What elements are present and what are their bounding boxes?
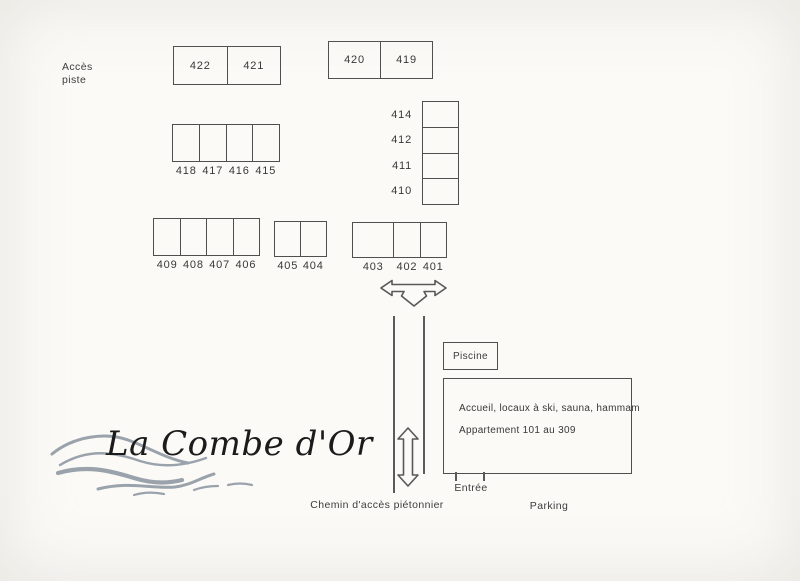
building-422-421 — [173, 46, 281, 85]
entrance-tick-left — [455, 472, 457, 481]
three-way-arrow-icon — [378, 276, 450, 308]
unit-cell-408 — [181, 219, 208, 255]
unit-number: 411 — [392, 159, 412, 172]
building-services-label: Accueil, locaux à ski, sauna, hammam — [459, 403, 640, 414]
unit-cell-409 — [154, 219, 181, 255]
unit-cell-417 — [200, 125, 227, 161]
unit-number: 415 — [255, 165, 277, 177]
entrance-tick-right — [483, 472, 485, 481]
unit-cell-412 — [423, 128, 458, 154]
acces-piste-label — [62, 61, 93, 87]
unit-number: 403 — [362, 261, 384, 273]
unit-cell-411 — [423, 154, 458, 180]
unit-number: 418 — [175, 165, 197, 177]
unit-number: 407 — [209, 259, 231, 271]
unit-number: 421 — [243, 59, 265, 72]
unit-cell-407 — [207, 219, 234, 255]
building-418-415 — [172, 124, 280, 177]
path-line-left — [393, 316, 395, 493]
unit-cell-404 — [301, 222, 326, 256]
two-way-arrow-icon — [397, 427, 419, 487]
building-405-404 — [274, 221, 327, 272]
unit-number: 412 — [391, 134, 412, 147]
unit-number: 408 — [182, 259, 204, 271]
unit-cell-401 — [421, 223, 446, 257]
unit-cell-406 — [234, 219, 260, 255]
piscine-box — [443, 342, 498, 370]
unit-cell-403 — [353, 223, 394, 257]
logo-title: La Combe d'Or — [106, 424, 373, 464]
unit-number: 419 — [396, 54, 417, 66]
building-414-410 — [391, 101, 459, 205]
unit-cell-402 — [394, 223, 421, 257]
unit-cell-419 — [381, 42, 432, 78]
unit-cell-405 — [275, 222, 301, 256]
unit-number: 402 — [396, 261, 418, 273]
parking-label: Parking — [529, 500, 569, 512]
unit-number: 404 — [302, 260, 324, 272]
acces-piste-line2: piste — [62, 74, 87, 86]
unit-cell-420 — [329, 42, 381, 78]
unit-cell-415 — [253, 125, 279, 161]
unit-number: 416 — [228, 165, 250, 177]
unit-cell-421 — [228, 47, 281, 84]
unit-cell-418 — [173, 125, 200, 161]
main-building-box — [443, 378, 640, 474]
unit-number: 405 — [277, 260, 299, 272]
unit-cell-414 — [423, 102, 458, 128]
piscine-label: Piscine — [452, 350, 489, 362]
building-403-401 — [352, 222, 447, 273]
unit-number: 410 — [391, 185, 412, 198]
chemin-label: Chemin d'accès piétonnier — [310, 499, 444, 511]
unit-number: 406 — [235, 259, 257, 271]
building-420-419 — [328, 41, 433, 79]
entree-label: Entrée — [454, 482, 488, 494]
unit-cell-422 — [174, 47, 228, 84]
unit-number: 409 — [156, 259, 178, 271]
unit-number: 422 — [189, 59, 211, 72]
building-409-406 — [153, 218, 260, 271]
unit-number: 417 — [202, 165, 224, 177]
unit-cell-410 — [423, 179, 458, 204]
unit-number: 414 — [391, 108, 412, 121]
unit-cell-416 — [227, 125, 254, 161]
unit-number: 420 — [344, 54, 365, 66]
acces-piste-line1: Accès — [62, 61, 93, 73]
unit-number: 401 — [422, 261, 444, 273]
path-line-right — [423, 316, 425, 474]
building-apartments-label: Appartement 101 au 309 — [459, 425, 576, 436]
